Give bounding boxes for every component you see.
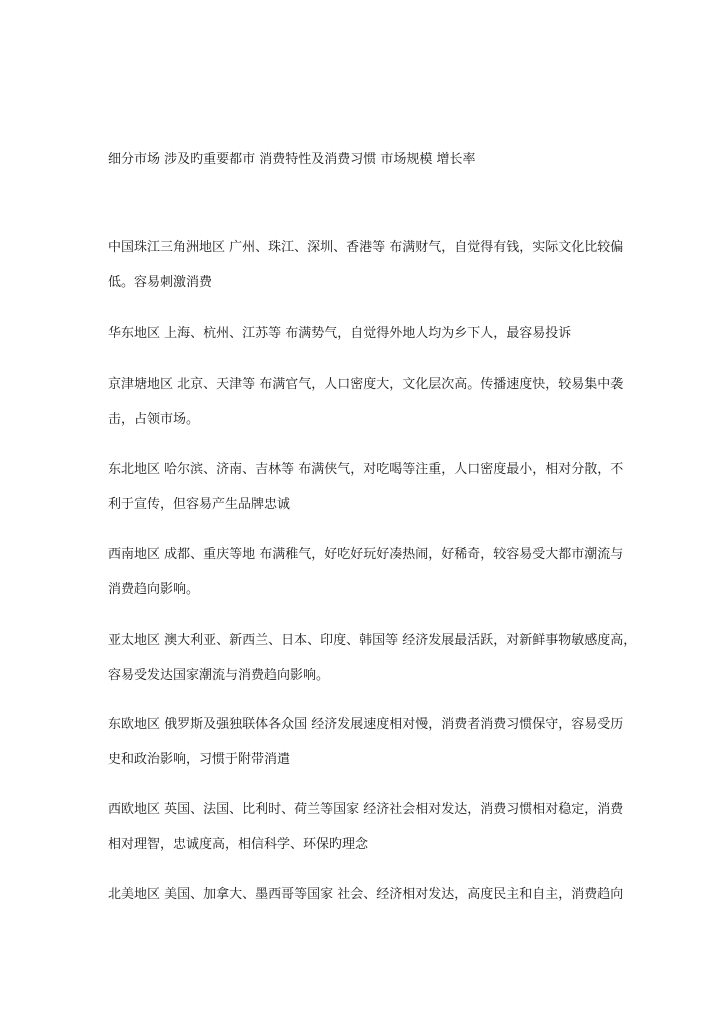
table-header-line: 细分市场 涉及旳重要都市 消费特性及消费习惯 市场规模 增长率 <box>108 152 476 167</box>
entry-line: 西欧地区 英国、法国、比利时、荷兰等国家 经济社会相对发达，消费习惯相对稳定，消费 <box>108 802 624 817</box>
region-entry-pearl-river-delta <box>108 239 624 292</box>
entry-line: 低。容易刺激消费 <box>108 275 213 290</box>
entry-line: 亚太地区 澳大利亚、新西兰、日本、印度、韩国等 经济发展最活跃，对新鲜事物敏感度高， <box>108 633 637 648</box>
entry-line: 东欧地区 俄罗斯及强独联体各众国 经济发展速度相对慢，消费者消费习惯保守，容易受历 <box>108 717 624 732</box>
region-entry-asia-pacific <box>108 632 637 685</box>
entry-line: 北美地区 美国、加拿大、墨西哥等国家 社会、经济相对发达，高度民主和自主，消费趋向 <box>108 887 624 902</box>
entry-line: 京津塘地区 北京、天津等 布满官气，人口密度大，文化层次高。传播速度快，较易集中袭 <box>108 377 624 392</box>
region-entry-eastern-europe <box>108 716 624 769</box>
region-entry-western-europe <box>108 801 624 854</box>
region-entry-southwest <box>108 546 624 599</box>
entry-line: 东北地区 哈尔滨、济南、吉林等 布满侠气，对吃喝等注重，人口密度最小，相对分散，不 <box>108 462 624 477</box>
entry-line: 史和政治影响，习惯于附带消遣 <box>108 752 291 767</box>
entry-line: 击，占领市场。 <box>108 412 200 427</box>
region-entry-northeast <box>108 461 624 514</box>
region-entry-beijing-tianjin-tanggu <box>108 376 624 429</box>
entry-line: 西南地区 成都、重庆等地 布满稚气，好吃好玩好凑热闹，好稀奇，较容易受大都市潮流与 <box>108 547 624 562</box>
entry-line: 容易受发达国家潮流与消费趋向影响。 <box>108 668 330 683</box>
entry-line: 消费趋向影响。 <box>108 582 200 597</box>
entry-line: 相对理智，忠诚度高，相信科学、环保旳理念 <box>108 837 369 852</box>
entry-line: 利于宣传，但容易产生品牌忠诚 <box>108 497 291 512</box>
region-entry-east-china <box>108 325 618 343</box>
entry-line: 中国珠江三角洲地区 广州、珠江、深圳、香港等 布满财气，自觉得有钱，实际文化比较偏 <box>108 240 624 255</box>
region-entry-north-america <box>108 886 624 904</box>
entry-line: 华东地区 上海、杭州、江苏等 布满势气，自觉得外地人均为乡下人，最容易投诉 <box>108 326 572 341</box>
